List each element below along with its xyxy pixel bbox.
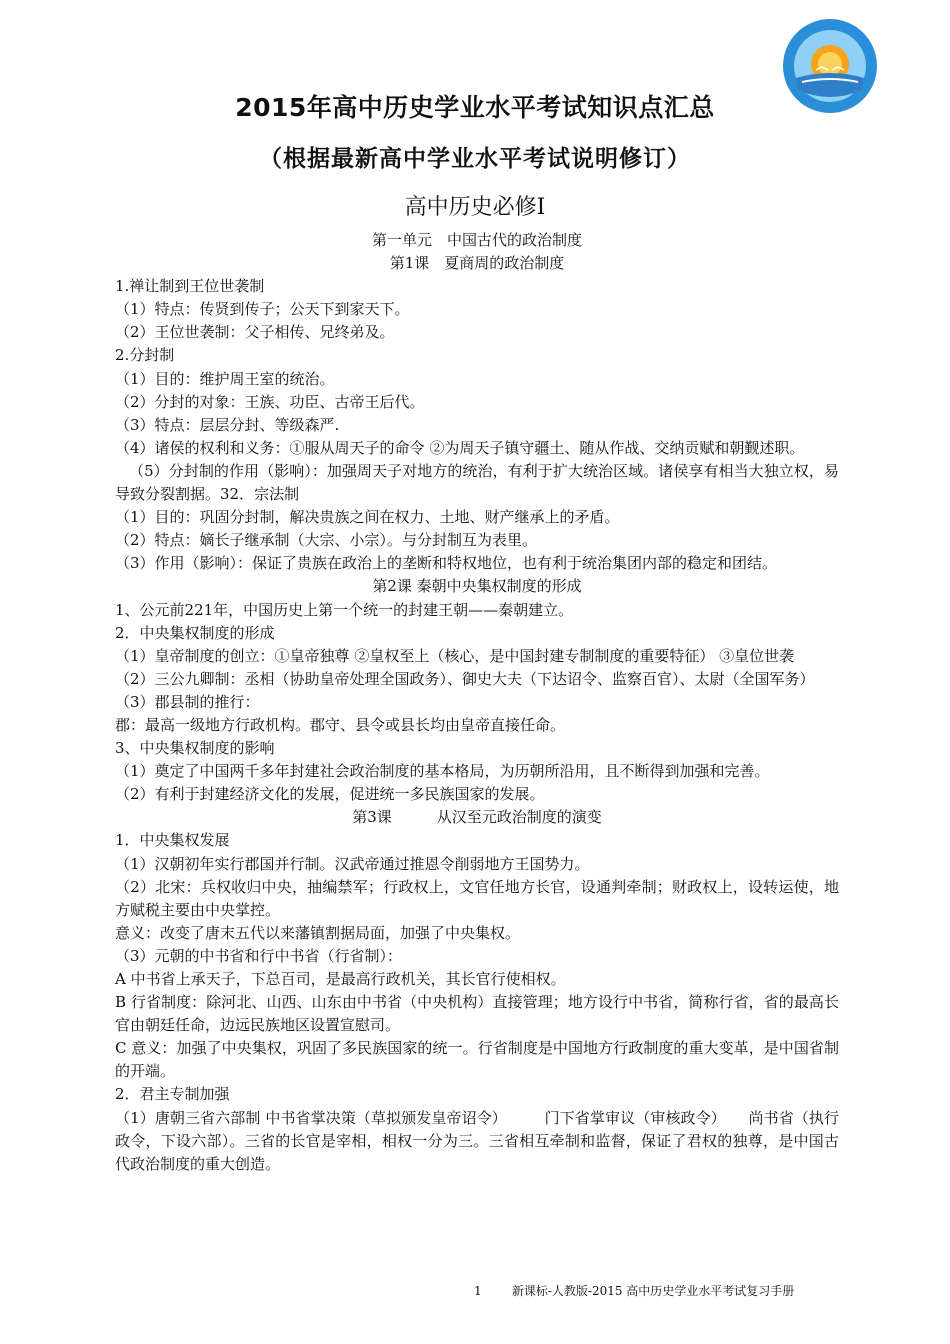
page-footer (474, 1282, 794, 1299)
paragraph: （1）唐朝三省六部制 中书省掌决策（草拟颁发皇帝诏令） 门下省掌审议（审核政令） 尚书省（执行政令，下设六部）。三省的长官是宰相，相权一分为三。三省相互牵制和监督，保证了君权的独尊，是中国古代政治制度的重大创造。 (115, 1108, 839, 1173)
paragraph: （3）元朝的中书省和行中书省（行省制）： (115, 946, 403, 965)
footer-text: 新课标-人教版-2015 高中历史学业水平考试复习手册 (511, 1284, 795, 1298)
section-heading: 2．中央集权制度的形成 (115, 623, 275, 642)
paragraph: A 中书省上承天子，下总百司，是最高行政机关，其长官行使相权。 (115, 970, 566, 988)
document-body (115, 229, 839, 1176)
paragraph: （4）诸侯的权利和义务：①服从周天子的命令 ②为周天子镇守疆土、随从作战、交纳贡赋和朝觐述职。 (115, 438, 805, 457)
document-title: 2015年高中历史学业水平考试知识点汇总 (235, 93, 715, 122)
paragraph: （1）奠定了中国两千多年封建社会政治制度的基本格局，为历朝所沿用，且不断得到加强和完善。 (115, 762, 770, 781)
paragraph: （2）有利于封建经济文化的发展，促进统一多民族国家的发展。 (115, 785, 545, 804)
book-title: 高中历史必修Ⅰ (404, 195, 546, 220)
paragraph: （1）汉朝初年实行郡国并行制。汉武帝通过推恩令削弱地方王国势力。 (115, 854, 590, 873)
lesson-heading: 第1课 夏商周的政治制度 (389, 254, 565, 273)
paragraph: （2）特点：嫡长子继承制（大宗、小宗）。与分封制互为表里。 (115, 531, 538, 550)
paragraph: （1）皇帝制度的创立：①皇帝独尊 ②皇权至上（核心，是中国封建专制制度的重要特征） ③皇位世袭 (115, 646, 795, 665)
paragraph: C 意义：加强了中央集权，巩固了多民族国家的统一。行省制度是中国地方行政制度的重大变革，是中国省制的开端。 (115, 1039, 839, 1081)
section-heading: 1.禅让制到王位世袭制 (115, 277, 265, 296)
paragraph: （2）王位世袭制：父子相传、兄终弟及。 (115, 323, 395, 342)
section-heading: 1．中央集权发展 (115, 831, 230, 850)
paragraph: （3）作用（影响）：保证了贵族在政治上的垄断和特权地位，也有利于统治集团内部的稳定和团结。 (115, 554, 778, 573)
paragraph: 郡：最高一级地方行政机构。郡守、县令或县长均由皇帝直接任命。 (115, 715, 566, 734)
paragraph: 1、公元前221年，中国历史上第一个统一的封建王朝——秦朝建立。 (115, 600, 574, 619)
page-number: 1 (474, 1284, 482, 1298)
unit-heading: 第一单元 中国古代的政治制度 (371, 231, 582, 249)
paragraph: 意义：改变了唐末五代以来藩镇割据局面，加强了中央集权。 (115, 923, 521, 942)
paragraph: （2）三公九卿制：丞相（协助皇帝处理全国政务）、御史大夫（下达诏令、监察百官）、太尉（全国军务） (115, 669, 815, 688)
paragraph: （1）目的：巩固分封制，解决贵族之间在权力、土地、财产继承上的矛盾。 (115, 508, 620, 527)
paragraph: （3）郡县制的推行： (115, 692, 260, 711)
paragraph: （1）特点：传贤到传子；公天下到家天下。 (115, 300, 410, 319)
paragraph: （1）目的：维护周王室的统治。 (115, 369, 335, 388)
lesson-heading: 第3课 从汉至元政治制度的演变 (352, 808, 602, 827)
section-heading: 3、中央集权制度的影响 (115, 739, 275, 758)
section-heading: 2.分封制 (115, 346, 175, 365)
section-heading: 2．君主专制加强 (115, 1085, 230, 1104)
paragraph: B 行省制度：除河北、山西、山东由中书省（中央机构）直接管理；地方设行中书省，简称行省，省的最高长官由朝廷任命，边远民族地区设置宣慰司。 (115, 993, 839, 1035)
document-subtitle: （根据最新高中学业水平考试说明修订） (259, 146, 691, 172)
paragraph: （2）分封的对象：王族、功臣、古帝王后代。 (115, 392, 425, 411)
paragraph: （3）特点：层层分封、等级森严. (115, 415, 340, 434)
paragraph: （5）分封制的作用（影响）：加强周天子对地方的统治，有利于扩大统治区域。诸侯享有相当大独立权，易导致分裂割据。32．宗法制 (115, 461, 839, 504)
paragraph: （2）北宋：兵权收归中央，抽编禁军；行政权上，文官任地方长官，设通判牵制；财政权上，设转运使，地方赋税主要由中央掌控。 (115, 877, 839, 919)
lesson-heading: 第2课 秦朝中央集权制度的形成 (372, 577, 582, 596)
